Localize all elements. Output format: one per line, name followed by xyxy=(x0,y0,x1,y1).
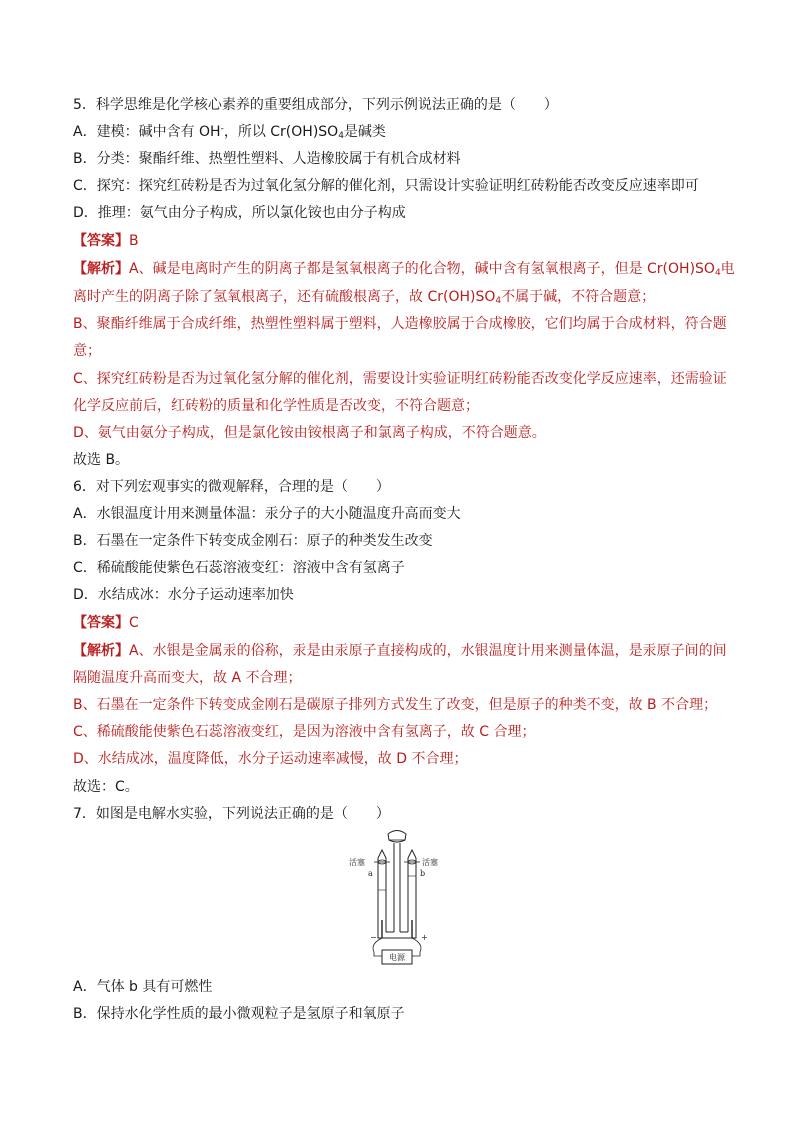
q6-analysis-line-3: B、石墨在一定条件下转变成金刚石是碳原子排列方式发生了改变，但是原子的种类不变，故 B 不合理； xyxy=(73,697,718,713)
q6-conclusion: 故选：C。 xyxy=(73,779,139,795)
q5-option-b: B．分类：聚酯纤维、热塑性塑料、人造橡胶属于有机合成材料 xyxy=(73,151,461,167)
q7-option-a: A．气体 b 具有可燃性 xyxy=(73,979,213,995)
q6-analysis-line-4: C、稀硫酸能使紫色石蕊溶液变红，是因为溶液中含有氢离子，故 C 合理； xyxy=(73,724,536,740)
q5-answer: 【答案】B xyxy=(73,233,139,249)
power-supply-label: 电源 xyxy=(389,953,405,962)
q5-analysis-line-5: C、探究红砖粉是否为过氧化氢分解的催化剂，需要设计实验证明红砖粉能否改变化学反应速率，还需验证 xyxy=(73,371,727,387)
right-tube-tip xyxy=(408,850,416,858)
negative-terminal-icon: − xyxy=(370,933,377,942)
q6-analysis-line-1: 【解析】A、水银是金属汞的俗称，汞是由汞原子直接构成的，水银温度计用来测量体温，是汞原子间的间 xyxy=(73,643,727,659)
q6-stem: 6．对下列宏观事实的微观解释，合理的是（ ） xyxy=(73,479,390,495)
q5-analysis-line-7: D、氨气由氨分子构成，但是氯化铵由铵根离子和氯离子构成，不符合题意。 xyxy=(73,425,546,441)
q6-analysis-line-2: 隔随温度升高而变大，故 A 不合理； xyxy=(73,670,302,686)
left-stopcock-label: 活塞 xyxy=(349,858,365,867)
q5-stem: 5．科学思维是化学核心素养的重要组成部分，下列示例说法正确的是（ ） xyxy=(73,97,558,113)
q6-option-d: D．水结成冰：水分子运动速率加快 xyxy=(73,587,294,603)
q5-conclusion: 故选 B。 xyxy=(73,452,130,468)
q5-analysis-line-3: B、聚酯纤维属于合成纤维，热塑性塑料属于塑料，人造橡胶属于合成橡胶，它们均属于合成材料，符合题 xyxy=(73,316,727,332)
electrolysis-apparatus-figure xyxy=(348,828,446,974)
q6-option-c: C．稀硫酸能使紫色石蕊溶液变红：溶液中含有氢离子 xyxy=(73,560,405,576)
q5-option-c: C．探究：探究红砖粉是否为过氧化氢分解的催化剂，只需设计实验证明红砖粉能否改变反应速率即可 xyxy=(73,178,699,194)
q5-analysis-line-1: 【解析】A、碱是电离时产生的阴离子都是氢氧根离子的化合物，碱中含有氢氧根离子，但是 $Cr(OH)SO_4$电 xyxy=(73,261,735,278)
q6-option-b: B．石墨在一定条件下转变成金刚石：原子的种类发生改变 xyxy=(73,533,433,549)
right-stopcock-label: 活塞 xyxy=(422,858,438,867)
q6-option-a: A．水银温度计用来测量体温：汞分子的大小随温度升高而变大 xyxy=(73,506,461,522)
left-tube-tip xyxy=(378,850,386,858)
q7-option-b: B．保持水化学性质的最小微观粒子是氢原子和氧原子 xyxy=(73,1006,405,1022)
tube-b-label: b xyxy=(420,869,426,878)
q5-analysis-line-6: 化学反应前后，红砖粉的质量和化学性质是否改变，不符合题意； xyxy=(73,398,479,414)
tube-a-label: a xyxy=(368,869,373,878)
q7-stem: 7．如图是电解水实验，下列说法正确的是（ ） xyxy=(73,806,390,822)
q5-analysis-line-2: 离时产生的阴离子除了氢氧根离子，还有硫酸根离子，故 $Cr(OH)SO_4$不属于碱，不符合题意； xyxy=(73,289,656,306)
q6-analysis-line-5: D、水结成冰，温度降低，水分子运动速率减慢，故 D 不合理； xyxy=(73,751,468,767)
q6-answer: 【答案】C xyxy=(73,615,139,631)
q5-option-d: D．推理：氨气由分子构成，所以氯化铵也由分子构成 xyxy=(73,205,406,221)
bottom-connector xyxy=(378,932,416,938)
positive-terminal-icon: + xyxy=(421,933,428,942)
q5-option-a: A．建模：碱中含有 OH-，所以 $Cr(OH)SO_4$是碱类 xyxy=(73,124,386,141)
q5-analysis-line-4: 意； xyxy=(73,343,101,359)
